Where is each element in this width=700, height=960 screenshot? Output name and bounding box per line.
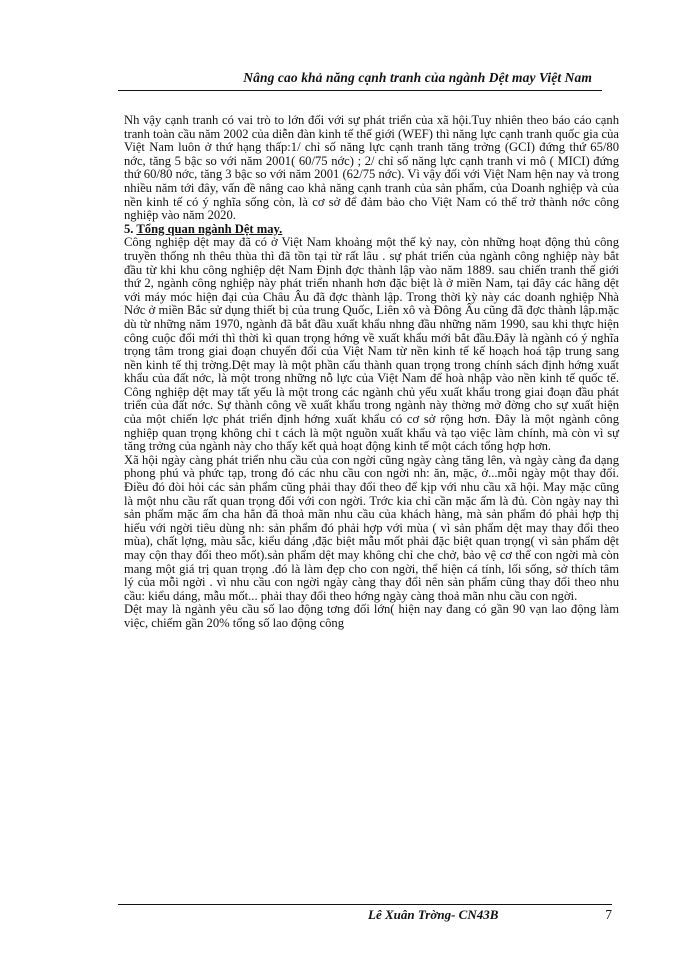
paragraph-industry-history: Công nghiệp dệt may đã có ở Việt Nam khoảng một thế kỷ nay, còn những hoạt động thủ công truyền thống nh thêu thùa thì đã tồn tại từ rất lâu . sự phát triển của ngành công nghiệp này bắt đầu từ khi khu công nghiệp dệt Nam Định đợc thành lập vào năm 1889. sau chiến tranh thế giới thứ 2, ngành công nghiệp này phát triển nhanh hơn đặc biệt là ở miền Nam, tại đây các hãng dệt với máy móc hiện đại của Châu Âu đã đợc thành lập. Trong thời kỳ này các doanh nghiệp Nhà Nớc ở miền Bắc sử dụng thiết bị của trung Quốc, Liên xô và Đông Âu cũng đã đợc thành lập.mặc dù từ những năm 1970, ngành đã bắt đầu xuất khẩu nhng đầu những năm 1990, sau khi thực hiện công cuộc đổi mới thì thời kì quan trọng hớng về xuất khẩu mới bắt đầu.Đây là ngành có ý nghĩa trọng tâm trong giai đoạn chuyển đổi của Việt Nam từ nền kinh tế kế hoạch hoá tập trung sang nền kinh tế thị trờng.Dệt may là một phần cấu thành quan trọng trong chính sách định hớng xuất khẩu của đất nớc, là một trong những nỗ lực của Việt Nam để hoà nhập vào nền kinh tế quốc tế. Công nghiệp dệt may tất yếu là một trong các ngành chủ yếu xuất khẩu trong giai đoạn đầu phát triển của đất nớc. Sự thành công về xuất khẩu trong ngành này thờng mở đờng cho sự xuất hiện của một chiến lợc phát triển định hớng xuất khẩu có cơ sở rộng hơn. Đây là một ngành công nghiệp quan trọng không chỉ t cách là một nguồn xuất khẩu và tạo việc làm chính, mà còn vì sự tăng trởng của ngành này cho thấy kết quả hoạt động kinh tế một cách tổng hợp hơn. bbox=[124, 235, 619, 454]
footer-author: Lê Xuân Trờng- CN43B bbox=[368, 907, 499, 922]
paragraph-competition: Nh vậy cạnh tranh có vai trò to lớn đối với sự phát triển của xã hội.Tuy nhiên theo báo cáo cạnh tranh toàn cầu năm 2002 của diễn đàn kinh tế thế giới (WEF) thì năng lực cạnh tranh quốc gia của Việt Nam luôn ở thứ hạng thấp:1/ chỉ số năng lực cạnh tranh tăng trởng (GCI) đứng thứ 65/80 nớc, tăng 5 bậc so với năm 2001( 60/75 nớc) ; 2/ chỉ số năng lực cạnh tranh vi mô ( MICI) đứng thứ 60/80 nớc, tăng 3 bậc so với năm 2001 (62/75 nớc). Vì vậy đối với Việt Nam hện nay và trong nhiều năm tới đây, vấn đề nâng cao khả năng cạnh tranh của sản phẩm, của Doanh nghiệp và của nền kinh tế có ý nghĩa sống còn, là cơ sở để đảm bảo cho Việt Nam có thể trở thành nớc công nghiệp vào năm 2020. bbox=[124, 113, 619, 223]
header-title: Nâng cao khả năng cạnh tranh của ngành Dệt may Việt Nam bbox=[243, 70, 592, 85]
section-number: 5. bbox=[124, 221, 134, 236]
section-title: Tổng quan ngành Dệt may. bbox=[136, 221, 283, 236]
paragraph-consumer-needs: Xã hội ngày càng phát triển nhu cầu của con ngời cũng ngày càng tăng lên, và ngày càng đa dạng phong phú và phức tạp, trong đó các nhu cầu con ngời nh: ăn, mặc, ở...mỗi ngày một thay đổi. Điều đó đòi hỏi các sản phẩm cũng phải thay đổi theo để kịp với nhu cầu xã hội. May mặc cũng là một nhu cầu rất quan trọng đối với con ngời. Trớc kia chỉ cần mặc ấm là đủ. Còn ngày nay thì sản phẩm mặc ấm cha hẳn đã thoả mãn nhu cầu của khách hàng, mà sản phẩm đó phải hợp thị hiếu với ngời tiêu dùng nh: sản phẩm đó phải hợp với mùa ( vì sản phẩm dệt may thay đổi theo mùa), chất lợng, màu sắc, kiểu dáng ,đặc biệt mẫu mốt phải đặc biệt quan trọng( vì sản phẩm dệt may cộn thay đổi theo mốt).sản phẩm dệt may không chỉ che chở, bảo vệ cơ thể con ngời mà còn mang một giá trị quan trọng .đó là làm đẹp cho con ngời, thể hiện cá tính, lối sống, sở thích tâm lý của mỗi ngời . vì nhu cầu con ngời ngày càng thay đổi nên sản phẩm cũng thay đổi theo nhu cầu: kiểu dáng, mẫu mốt... phải thay đổi theo hớng ngày càng thoả mãn nhu cầu con ngời. bbox=[124, 452, 619, 603]
document-body bbox=[124, 114, 619, 631]
section-heading bbox=[124, 223, 619, 237]
page-header bbox=[118, 66, 602, 91]
page-footer bbox=[118, 904, 612, 927]
page-number: 7 bbox=[605, 907, 612, 922]
paragraph-labor: Dệt may là ngành yêu cầu số lao động tơng đối lớn( hiện nay đang có gần 90 vạn lao động làm việc, chiếm gần 20% tổng số lao động công bbox=[124, 602, 619, 630]
